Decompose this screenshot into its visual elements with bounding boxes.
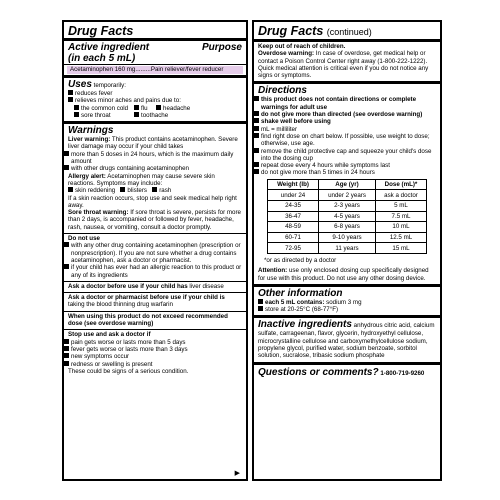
table-cell: 11 years <box>319 243 376 254</box>
stop-after: These could be signs of a serious condition. <box>68 367 189 375</box>
table-cell: 36-47 <box>268 211 319 222</box>
square-bullet-icon <box>254 111 259 116</box>
square-bullet-icon <box>64 151 69 156</box>
square-bullet-icon <box>254 169 259 174</box>
allergy-alert: Allergy alert: Acetaminophen may cause severe skin reactions. Symptoms may include: <box>68 172 215 187</box>
square-bullet-icon <box>64 353 69 358</box>
right-title: Drug Facts (continued) <box>258 24 372 38</box>
col-dose: Dose (mL)* <box>376 179 427 190</box>
table-cell: 24-35 <box>268 200 319 211</box>
left-panel <box>62 20 248 481</box>
right-panel <box>252 20 442 481</box>
other-info-1: each 5 mL contains: sodium 3 mg <box>254 299 440 306</box>
when-using: When using this product do not exceed recommended dose (see overdose warning) <box>68 312 228 328</box>
table-cell: 12.5 mL <box>376 232 427 243</box>
dir-item-1: this product does not contain directions or complete warnings for adult use <box>254 96 440 111</box>
allergy-after: If a skin reaction occurs, stop use and seek medical help right away. <box>68 194 237 209</box>
uses-item-1: reduces fever <box>64 90 246 97</box>
table-cell: 2-3 years <box>319 200 376 211</box>
attention-note: Attention: use only enclosed dosing cup specifically designed for use with this product. Do not use any other dosing device. <box>258 267 429 282</box>
dir-item-2: do not give more than directed (see overdose warning) <box>254 111 440 118</box>
square-bullet-icon <box>64 339 69 344</box>
table-cell: 4-5 years <box>319 211 376 222</box>
uses-item-3: the common cold flu headache <box>64 105 246 112</box>
inactive-ingredients: Inactive ingredients anhydrous citric acid, calcium sulfate, carrageenan, flavor, glycerin, hydroxyethyl cellulose, microcrystalline cellulose and carboxymethylcellulose sodium, propylene glycol, purified water, sodium benzoate, sorbitol solution, sucralose, tribasic sodium phosphate <box>258 319 435 360</box>
square-bullet-icon <box>68 187 73 192</box>
dir-item-8: do not give more than 5 times in 24 hours <box>254 169 440 176</box>
active-sub: (in each 5 mL) <box>68 53 136 64</box>
dir-item-3: shake well before using <box>254 118 440 125</box>
col-weight: Weight (lb) <box>268 179 319 190</box>
stop-use-heading: Stop use and ask a doctor if <box>68 331 151 339</box>
square-bullet-icon <box>258 306 263 311</box>
table-cell: 7.5 mL <box>376 211 427 222</box>
liver-bullet-2: with other drugs containing acetaminophen <box>64 165 246 172</box>
questions <box>254 365 440 378</box>
table-cell: 48-59 <box>268 222 319 233</box>
table-row <box>268 200 427 211</box>
square-bullet-icon <box>254 96 259 101</box>
square-bullet-icon <box>120 187 125 192</box>
uses-item-4: sore throat toothache <box>64 112 246 121</box>
allergy-symptoms: skin reddening blisters rash <box>64 187 246 194</box>
dosing-table <box>267 179 427 254</box>
purpose-heading: Purpose <box>201 42 242 53</box>
table-cell: 9-10 years <box>319 232 376 243</box>
square-bullet-icon <box>254 118 259 123</box>
stop-bullet-3: new symptoms occur <box>64 353 246 360</box>
inactive-heading: Inactive ingredients <box>258 319 352 331</box>
active-header <box>64 41 246 53</box>
warnings-heading: Warnings <box>68 125 114 137</box>
dir-item-6: remove the child protective cap and squeeze your child's dose into the dosing cup <box>254 148 440 163</box>
table-cell: 60-71 <box>268 232 319 243</box>
stop-bullet-2: fever gets worse or lasts more than 3 days <box>64 346 246 353</box>
active-heading: Active ingredient <box>68 42 150 53</box>
directions-heading: Directions <box>258 85 307 97</box>
square-bullet-icon <box>68 97 73 102</box>
table-cell: 15 mL <box>376 243 427 254</box>
square-bullet-icon <box>64 165 69 170</box>
table-cell: 5 mL <box>376 200 427 211</box>
overdose-warning: Overdose warning: In case of overdose, get medical help or contact a Poison Control Center right away (1-800-222-1222). Quick medical attention is critical even if you do not notice any signs or symptoms. <box>258 50 429 80</box>
table-cell: 10 mL <box>376 222 427 233</box>
questions-heading: Questions or comments? <box>258 366 379 378</box>
square-bullet-icon <box>152 187 157 192</box>
do-not-use-heading: Do not use <box>68 235 100 243</box>
square-bullet-icon <box>134 112 139 117</box>
table-row <box>268 232 427 243</box>
square-bullet-icon <box>134 105 139 110</box>
square-bullet-icon <box>258 299 263 304</box>
table-cell: ask a doctor <box>376 190 427 201</box>
square-bullet-icon <box>254 126 259 131</box>
dir-item-7: repeat dose every 4 hours while symptoms last <box>254 162 440 169</box>
table-row <box>268 222 427 233</box>
table-row <box>268 211 427 222</box>
sore-throat-warning: Sore throat warning: If sore throat is severe, persists for more than 2 days, is accompanied or followed by fever, headache, rash, nausea, or vomiting, consult a doctor promptly. <box>68 209 241 231</box>
other-info-2: store at 20-25°C (68-77°F) <box>254 306 440 315</box>
table-row <box>268 190 427 201</box>
square-bullet-icon <box>64 361 69 366</box>
liver-warning: Liver warning: This product contains acetaminophen. Severe liver damage may occur if your child takes <box>68 136 238 151</box>
dosing-table-header <box>268 179 427 190</box>
table-cell: under 24 <box>268 190 319 201</box>
other-info-heading: Other information <box>258 287 343 299</box>
table-cell: under 2 years <box>319 190 376 201</box>
uses-heading: Uses <box>68 79 92 90</box>
square-bullet-icon <box>254 162 259 167</box>
col-age: Age (yr) <box>319 179 376 190</box>
questions-phone: 1-800-719-9260 <box>380 369 425 377</box>
active-line: Acetaminophen 160 mg.........Pain reliever/fever reducer <box>67 66 243 74</box>
stop-bullet-4: redness or swelling is present <box>64 361 246 368</box>
table-row <box>268 243 427 254</box>
do-not-use-bullet-1: with any other drug containing acetaminophen (prescription or nonprescription). If you are not sure whether a drug contains acetaminophen, ask a doctor or pharmacist. <box>64 242 246 264</box>
dir-item-4: mL = milliliter <box>254 126 440 133</box>
left-title: Drug Facts <box>68 24 134 38</box>
square-bullet-icon <box>64 242 69 247</box>
square-bullet-icon <box>156 105 161 110</box>
table-cell: 72-95 <box>268 243 319 254</box>
dir-item-5: find right dose on chart below. If possible, use weight to dose; otherwise, use age. <box>254 133 440 148</box>
square-bullet-icon <box>74 112 79 117</box>
right-triangle-icon: ▶ <box>234 470 240 477</box>
ask-pharmacist: Ask a doctor or pharmacist before use if your child is taking the blood thinning drug warfarin <box>68 294 225 309</box>
square-bullet-icon <box>64 346 69 351</box>
square-bullet-icon <box>254 148 259 153</box>
do-not-use-bullet-2: if your child has ever had an allergic reaction to this product or any of its ingredients <box>64 264 246 281</box>
ask-doctor: Ask a doctor before use if your child has liver disease <box>68 282 224 290</box>
stop-bullet-1: pain gets worse or lasts more than 5 days <box>64 339 246 346</box>
square-bullet-icon <box>74 105 79 110</box>
table-cell: 6-8 years <box>319 222 376 233</box>
square-bullet-icon <box>68 90 73 95</box>
liver-bullet-1: more than 5 doses in 24 hours, which is the maximum daily amount <box>64 151 246 166</box>
uses-section <box>64 78 246 90</box>
square-bullet-icon <box>254 133 259 138</box>
uses-intro: temporarily: <box>93 82 126 89</box>
square-bullet-icon <box>64 264 69 269</box>
keep-out: Keep out of reach of children. <box>258 43 346 50</box>
uses-item-2: relieves minor aches and pains due to: <box>64 97 246 104</box>
table-note: *or as directed by a doctor <box>264 256 337 264</box>
